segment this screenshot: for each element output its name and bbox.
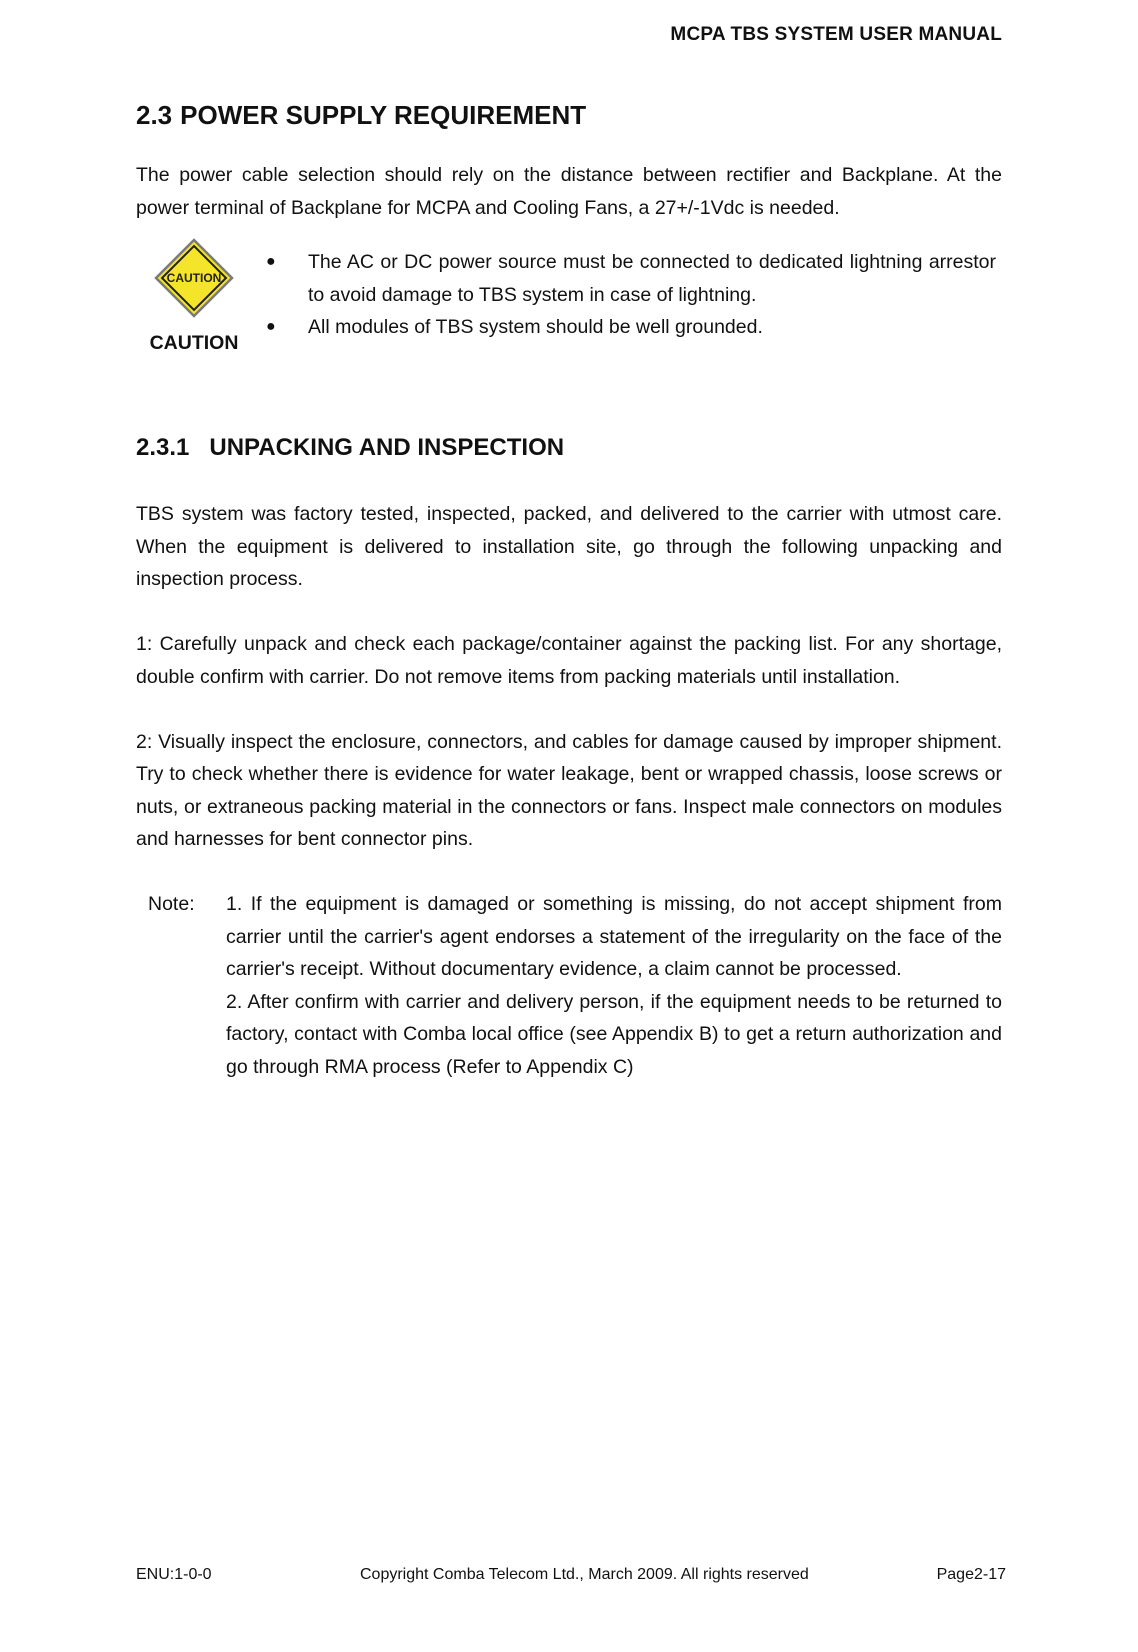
note-item: 2. After confirm with carrier and delivery person, if the equipment needs to be returned to factory, contact with Comba local office (see Appendix B) to get a return authorization and go through RMA process (Refer to Appendix C)	[226, 990, 1002, 1078]
page-content	[136, 100, 1002, 1083]
caution-list	[266, 246, 996, 344]
section-title: POWER SUPPLY REQUIREMENT	[180, 100, 587, 130]
footer-page-number: Page2-17	[936, 1566, 1006, 1583]
body-paragraph: 1: Carefully unpack and check each package/container against the packing list. For any shortage, double confirm with carrier. Do not remove items from packing materials until installation.	[136, 633, 1002, 688]
subsection-heading	[136, 434, 1002, 462]
caution-sign-icon	[154, 238, 234, 318]
bullet-icon: ●	[266, 253, 276, 270]
section-heading	[136, 100, 1002, 131]
footer-doc-id: ENU:1-0-0	[136, 1566, 212, 1583]
bullet-icon: ●	[266, 318, 276, 335]
caution-item	[266, 311, 996, 344]
caution-label: CAUTION	[149, 332, 239, 354]
section-intro-paragraph: The power cable selection should rely on the distance between rectifier and Backplane. At the power terminal of Backplane for MCPA and Cooling Fans, a 27+/-1Vdc is needed.	[136, 164, 1002, 219]
note-item: 1. If the equipment is damaged or something is missing, do not accept shipment from carrier until the carrier's agent endorses a statement of the irregularity on the face of the carrier's receipt. Without documentary evidence, a claim cannot be processed.	[226, 893, 1002, 980]
subsection-title: UNPACKING AND INSPECTION	[209, 434, 565, 461]
section-number: 2.3	[136, 100, 173, 130]
body-paragraph: 2: Visually inspect the enclosure, connectors, and cables for damage caused by improper shipment. Try to check whether there is evidence for water leakage, bent or wrapped chassis, loose screws or nuts, or extraneous packing material in the connectors or fans. Inspect male connectors on modules and harnesses for bent connector pins.	[136, 730, 1002, 850]
note-label: Note:	[148, 893, 195, 915]
caution-item-text: The AC or DC power source must be connected to dedicated lightning arrestor to avoid damage to TBS system in case of lightning.	[308, 251, 996, 306]
caution-figure	[144, 238, 244, 355]
page-header-title: MCPA TBS SYSTEM USER MANUAL	[670, 24, 1002, 45]
note-block	[136, 888, 1002, 1083]
footer-copyright: Copyright Comba Telecom Ltd., March 2009. All rights reserved	[360, 1566, 809, 1583]
caution-item	[266, 246, 996, 311]
body-paragraph: TBS system was factory tested, inspected, packed, and delivered to the carrier with utmost care. When the equipment is delivered to installation site, go through the following unpacking and inspection process.	[136, 503, 1002, 590]
caution-item-text: All modules of TBS system should be well grounded.	[308, 316, 763, 338]
caution-sign-text: CAUTION	[166, 271, 222, 285]
caution-block	[136, 238, 1002, 368]
subsection-number: 2.3.1	[136, 434, 190, 461]
